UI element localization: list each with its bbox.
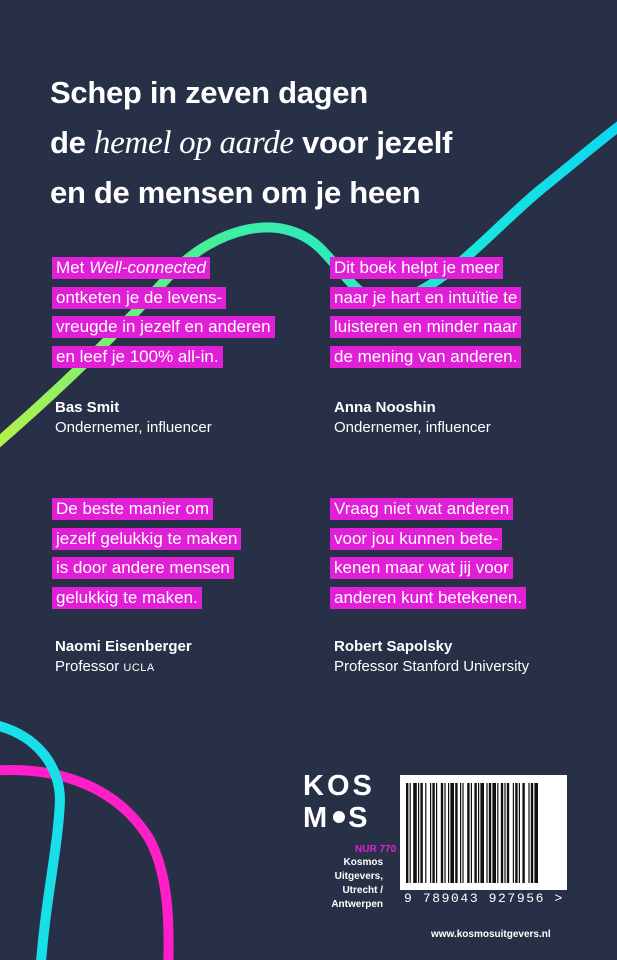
barcode-bar: [480, 783, 484, 883]
barcode-bar: [519, 783, 520, 883]
barcode-bars: [400, 775, 567, 890]
quote-line: [330, 494, 526, 524]
quote-text: kenen maar wat jij voor: [330, 557, 513, 579]
headline-line-2-start: de: [50, 125, 94, 160]
publisher-location: Utrecht / Antwerpen: [331, 885, 383, 910]
isbn-first-digit: 9: [404, 891, 414, 906]
barcode-bar: [420, 783, 422, 883]
quote-text: De beste manier om: [52, 498, 213, 520]
quote-text: vreugde in jezelf en anderen: [52, 316, 275, 338]
barcode-bar: [460, 783, 461, 883]
author-role: [55, 657, 192, 678]
barcode-bar: [513, 783, 514, 883]
logo-letter: M: [303, 802, 331, 834]
quote-text: Met: [56, 258, 90, 277]
author-role-institution: UCLA: [123, 662, 155, 674]
quote-line: [52, 283, 275, 313]
barcode-bar: [467, 783, 469, 883]
barcode-bar: [455, 783, 457, 883]
barcode-bar: [432, 783, 434, 883]
author-name: Bas Smit: [55, 399, 120, 416]
barcode-bar: [522, 783, 524, 883]
logo-row-2: [303, 802, 383, 834]
barcode-bar: [406, 783, 408, 883]
quote-line: [52, 524, 241, 554]
barcode-bar: [410, 783, 411, 883]
quote-text: en leef je 100% all-in.: [52, 346, 223, 368]
quote-naomi-eisenberger: [52, 494, 241, 612]
quote-text: de mening van anderen.: [330, 346, 521, 368]
barcode-bar: [450, 783, 454, 883]
quote-line: [330, 524, 526, 554]
quote-line: [52, 494, 241, 524]
barcode-bar: [528, 783, 529, 883]
barcode-bar: [474, 783, 476, 883]
quote-line: [52, 253, 275, 283]
quote-text: ontketen je de levens-: [52, 287, 226, 309]
author-robert-sapolsky: [334, 637, 529, 677]
author-role: Ondernemer, influencer: [55, 419, 212, 436]
quote-text: gelukkig te maken.: [52, 587, 202, 609]
quote-text: is door andere mensen: [52, 557, 234, 579]
logo-dot-icon: [333, 811, 345, 823]
quote-text: luisteren en minder naar: [330, 316, 521, 338]
barcode-bar: [425, 783, 426, 883]
barcode-bar: [448, 783, 449, 883]
publisher-name: Kosmos Uitgevers,: [334, 857, 383, 882]
quote-text: Vraag niet wat anderen: [330, 498, 513, 520]
quote-line: [52, 342, 275, 372]
quote-text: naar je hart en intuïtie te: [330, 287, 521, 309]
quote-bas-smit: [52, 253, 275, 371]
quote-robert-sapolsky: [330, 494, 526, 612]
author-role: Professor Stanford University: [334, 658, 530, 675]
quote-text: Dit boek helpt je meer: [330, 257, 503, 279]
barcode-bar: [489, 783, 491, 883]
headline-line-2-end: voor jezelf: [293, 125, 453, 160]
headline: [50, 68, 452, 218]
quote-line: [330, 253, 521, 283]
isbn-digits: 789043 927956: [422, 891, 546, 906]
barcode-bar: [441, 783, 443, 883]
author-name: Robert Sapolsky: [334, 638, 453, 655]
quote-line: [52, 583, 241, 613]
barcode-bar: [430, 783, 431, 883]
kosmos-logo: [303, 770, 383, 834]
author-name: Naomi Eisenberger: [55, 638, 192, 655]
headline-line-2: [50, 118, 452, 168]
magenta-curve-bottom: [0, 770, 169, 960]
quote-title-emphasis: Well-connected: [89, 258, 206, 277]
barcode-bar: [507, 783, 509, 883]
barcode-bar: [444, 783, 445, 883]
publisher-info: [300, 856, 383, 912]
author-bas-smit: [55, 398, 212, 438]
author-role: Ondernemer, influencer: [334, 419, 491, 436]
quote-line: [52, 312, 275, 342]
nur-code: NUR 770: [355, 844, 397, 855]
cyan-curve-bottom: [0, 722, 60, 960]
barcode-bar: [418, 783, 419, 883]
barcode-bar: [436, 783, 437, 883]
headline-emphasis: hemel op aarde: [93, 125, 294, 161]
barcode-bar: [531, 783, 533, 883]
quote-line: [330, 583, 526, 613]
barcode-bar: [497, 783, 498, 883]
quote-text: voor jou kunnen bete-: [330, 528, 502, 550]
barcode-bar: [501, 783, 503, 883]
author-naomi-eisenberger: [55, 637, 192, 678]
barcode-bar: [504, 783, 505, 883]
publisher-website: www.kosmosuitgevers.nl: [431, 929, 551, 940]
isbn-arrow: >: [554, 891, 564, 906]
barcode-bar: [486, 783, 487, 883]
quote-line: [330, 342, 521, 372]
author-anna-nooshin: [334, 398, 491, 438]
author-name: Anna Nooshin: [334, 399, 436, 416]
quote-line: [330, 312, 521, 342]
barcode-bar: [534, 783, 538, 883]
barcode: [400, 775, 567, 890]
barcode-bar: [478, 783, 479, 883]
barcode-bar: [515, 783, 517, 883]
quote-line: [330, 283, 521, 313]
author-role-title: Professor: [55, 658, 120, 675]
quote-text: anderen kunt betekenen.: [330, 587, 526, 609]
barcode-bar: [492, 783, 496, 883]
barcode-bar: [413, 783, 417, 883]
quote-text: jezelf gelukkig te maken: [52, 528, 241, 550]
headline-line-3: en de mensen om je heen: [50, 175, 421, 210]
quote-line: [330, 553, 526, 583]
isbn-number: [404, 891, 569, 907]
quote-anna-nooshin: [330, 253, 521, 371]
quote-line: [52, 553, 241, 583]
barcode-bar: [462, 783, 463, 883]
headline-line-1: Schep in zeven dagen: [50, 75, 368, 110]
barcode-bar: [471, 783, 472, 883]
logo-letter: S: [348, 802, 371, 834]
logo-row-1: KOS: [303, 770, 375, 802]
